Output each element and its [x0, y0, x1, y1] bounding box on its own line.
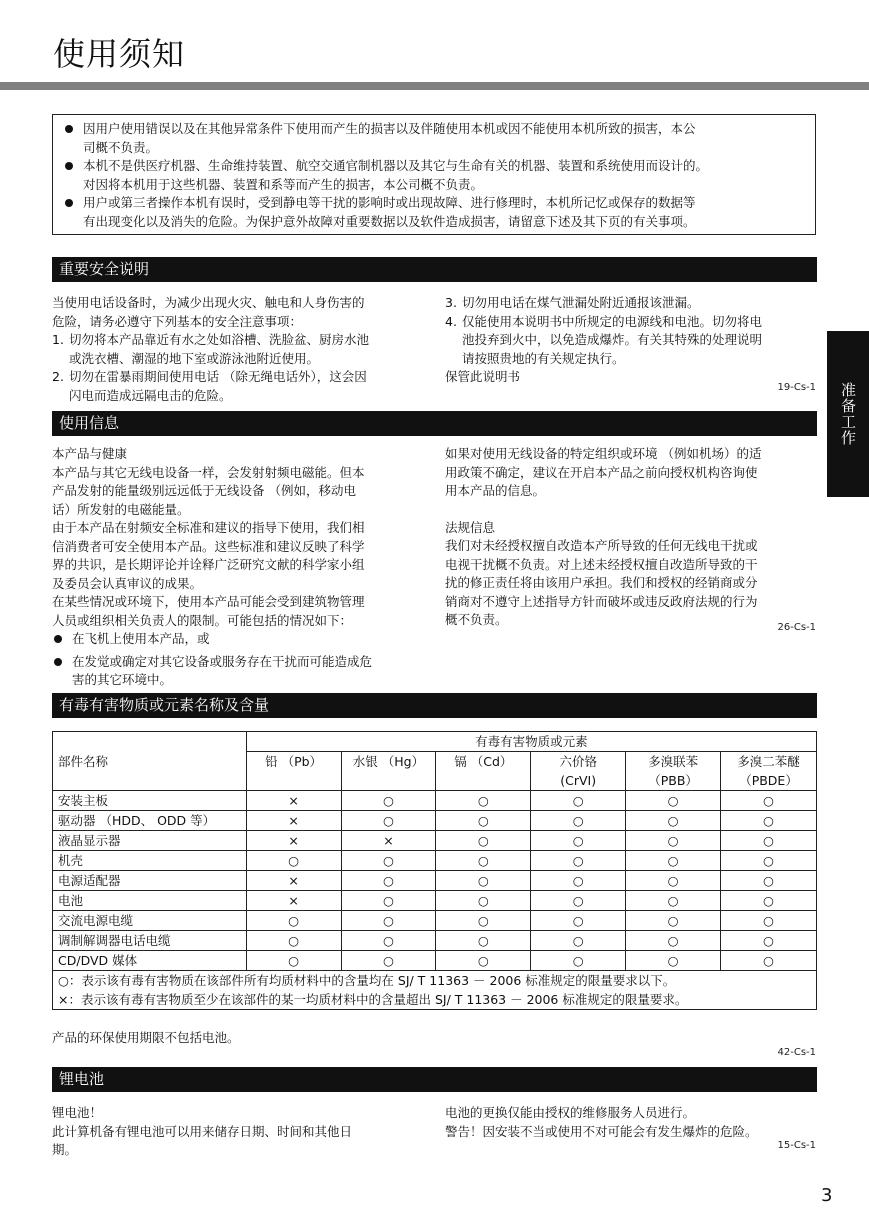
- part-name-cell: 安装主板: [53, 791, 247, 811]
- notice-box: [52, 114, 816, 235]
- page-number: 3: [821, 1185, 833, 1206]
- bullet-dot-icon: [65, 162, 73, 170]
- part-name-cell: 电池: [53, 891, 247, 911]
- substance-mark-cell: ○: [721, 951, 817, 971]
- table-row: [53, 811, 817, 831]
- substance-mark-cell: ×: [246, 791, 341, 811]
- page-title: 使用须知: [53, 35, 186, 73]
- substance-mark-cell: ○: [246, 911, 341, 931]
- substance-mark-cell: ○: [721, 871, 817, 891]
- substance-mark-cell: ○: [436, 931, 531, 951]
- substance-mark-cell: ○: [626, 891, 721, 911]
- column-header: 铅 （Pb）: [246, 752, 341, 791]
- part-name-cell: 电源适配器: [53, 871, 247, 891]
- safety-intro-line: 危险，请务必遵守下列基本的安全注意事项：: [52, 313, 303, 329]
- substance-mark-cell: ○: [341, 911, 436, 931]
- substance-mark-cell: ○: [436, 891, 531, 911]
- substance-mark-cell: ○: [436, 831, 531, 851]
- notice-line: 有出现变化以及消失的危险。为保护意外故障对重要数据以及软件造成损害，请留意下述及其下页的有关事项。: [83, 213, 696, 229]
- notice-item: [63, 157, 805, 194]
- table-row: [53, 931, 817, 951]
- safety-keep-note: 保管此说明书: [445, 369, 521, 384]
- safety-item: [52, 331, 424, 368]
- substance-mark-cell: ○: [531, 811, 626, 831]
- usage-bullet-line: 害的其它环境中。: [72, 672, 173, 687]
- usage-line: 信消费者可安全使用本产品。这些标准和建议反映了科学: [52, 538, 365, 554]
- item-number: 3.: [445, 295, 457, 310]
- usage-line: 本产品与健康: [52, 446, 128, 461]
- substance-mark-cell: ○: [721, 831, 817, 851]
- substance-mark-cell: ○: [341, 891, 436, 911]
- usage-bullet: [52, 653, 424, 690]
- substance-mark-cell: ×: [246, 831, 341, 851]
- substance-mark-cell: ○: [626, 951, 721, 971]
- substance-group-header: 有毒有害物质或元素: [246, 732, 816, 752]
- table-row: [53, 951, 817, 971]
- safety-item-line: 切勿将本产品靠近有水之处如浴槽、洗脸盆、厨房水池: [69, 332, 370, 347]
- safety-item-line: 切勿用电话在煤气泄漏处附近通报该泄漏。: [462, 295, 700, 310]
- usage-line: 用本产品的信息。: [445, 483, 546, 498]
- usage-line: 如果对使用无线设备的特定组织或环境 （例如机场）的适: [445, 446, 762, 461]
- item-number: 1.: [52, 332, 64, 347]
- section-code: 15-Cs-1: [777, 1140, 816, 1151]
- substance-mark-cell: ○: [436, 871, 531, 891]
- substance-mark-cell: ×: [341, 831, 436, 851]
- item-number: 2.: [52, 369, 64, 384]
- title-rule: [0, 82, 869, 90]
- substance-mark-cell: ○: [436, 791, 531, 811]
- section-heading-lithium: 锂电池: [52, 1067, 817, 1092]
- table-row: [53, 911, 817, 931]
- lithium-line: 此计算机备有锂电池可以用来储存日期、时间和其他日: [52, 1123, 353, 1139]
- usage-line: 人员或组织相关负责人的限制。可能包括的情况如下：: [52, 612, 353, 628]
- substance-mark-cell: ○: [531, 871, 626, 891]
- lithium-line: 期。: [52, 1142, 78, 1157]
- legend-line: ×：表示该有毒有害物质至少在该部件的某一均质材料中的含量超出 SJ/ T 11363 － 2006 标准规定的限量要求。: [58, 992, 688, 1007]
- part-name-cell: 驱动器 （HDD、 ODD 等）: [53, 811, 247, 831]
- section-code: 26-Cs-1: [777, 622, 816, 633]
- substance-mark-cell: ○: [626, 851, 721, 871]
- substance-mark-cell: ○: [436, 911, 531, 931]
- safety-item-line: 闪电而造成远隔电击的危险。: [69, 387, 232, 403]
- safety-item: [52, 368, 424, 405]
- section-code: 42-Cs-1: [777, 1047, 816, 1058]
- substance-mark-cell: ○: [531, 791, 626, 811]
- substance-mark-cell: ○: [626, 911, 721, 931]
- safety-item-line: 请按照贵地的有关规定执行。: [462, 350, 625, 366]
- bullet-dot-icon: [65, 125, 73, 133]
- substance-mark-cell: ○: [721, 931, 817, 951]
- hazard-table-body: [53, 791, 817, 971]
- substance-mark-cell: ○: [721, 911, 817, 931]
- usage-line: 及委员会认真审议的成果。: [52, 575, 203, 591]
- table-row: [53, 891, 817, 911]
- substance-mark-cell: ○: [341, 851, 436, 871]
- substance-mark-cell: ○: [341, 791, 436, 811]
- legend-line: ○：表示该有毒有害物质在该部件所有均质材料中的含量均在 SJ/ T 11363 － 2006 标准规定的限量要求以下。: [58, 973, 676, 988]
- column-header: 水银 （Hg）: [341, 752, 436, 791]
- lithium-line: 警告！因安装不当或使用不对可能会有发生爆炸的危险。: [445, 1123, 758, 1139]
- side-tab-label: 准备工作: [839, 382, 857, 446]
- usage-line: 概不负责。: [445, 612, 508, 627]
- table-row: [53, 851, 817, 871]
- safety-item: [445, 294, 817, 313]
- safety-item-line: 仅能使用本说明书中所规定的电源线和电池。切勿将电: [462, 313, 763, 329]
- column-header: 多溴联苯 （PBB）: [626, 752, 721, 791]
- usage-line: 由于本产品在射频安全标准和建议的指导下使用，我们相: [52, 520, 365, 535]
- column-header: 六价铬 (CrVI): [531, 752, 626, 791]
- usage-line: 用政策不确定，建议在开启本产品之前向授权机构咨询使: [445, 464, 758, 480]
- hazard-table: [52, 731, 817, 1010]
- substance-mark-cell: ○: [341, 931, 436, 951]
- substance-mark-cell: ○: [436, 811, 531, 831]
- usage-line: 界的共识，是长期评论并诠释广泛研究文献的科学家小组: [52, 557, 365, 572]
- notice-line: 司概不负责。: [83, 139, 159, 155]
- safety-right-column: [445, 294, 817, 387]
- bullet-dot-icon: [54, 658, 62, 666]
- usage-line: 扰的修正责任将由该用户承担。我们和授权的经销商或分: [445, 575, 758, 590]
- section-code: 19-Cs-1: [777, 382, 816, 393]
- section-heading-hazard: 有毒有害物质或元素名称及含量: [52, 693, 817, 718]
- substance-mark-cell: ○: [341, 951, 436, 971]
- substance-mark-cell: ○: [246, 851, 341, 871]
- section-heading-usage: 使用信息: [52, 411, 817, 436]
- usage-bullet: [52, 630, 424, 649]
- usage-bullet-line: 在发觉或确定对其它设备或服务存在干扰而可能造成危: [72, 653, 373, 669]
- usage-right-column: [445, 445, 817, 630]
- part-name-cell: CD/DVD 媒体: [53, 951, 247, 971]
- substance-mark-cell: ○: [626, 931, 721, 951]
- usage-line: 本产品与其它无线电设备一样，会发射射频电磁能。但本: [52, 464, 365, 480]
- usage-line: 在某些情况或环境下，使用本产品可能会受到建筑物管理: [52, 594, 365, 609]
- table-row: [53, 871, 817, 891]
- safety-intro-line: 当使用电话设备时，为减少出现火灾、触电和人身伤害的: [52, 295, 365, 310]
- notice-line: 因用户使用错误以及在其他异常条件下使用而产生的损害以及伴随使用本机或因不能使用本机所致的损害，本公: [83, 121, 696, 136]
- safety-item: [445, 313, 817, 369]
- part-name-cell: 交流电源电缆: [53, 911, 247, 931]
- safety-item-line: 或洗衣槽、潮湿的地下室或游泳池附近使用。: [69, 350, 320, 366]
- notice-line: 对因将本机用于这些机器、装置和系等而产生的损害，本公司概不负责。: [83, 176, 484, 192]
- substance-mark-cell: ○: [626, 871, 721, 891]
- lithium-line: 锂电池！: [52, 1105, 103, 1120]
- usage-line: 我们对未经授权擅自改造本产所导致的任何无线电干扰或: [445, 538, 758, 553]
- substance-mark-cell: ×: [246, 871, 341, 891]
- usage-line: 销商对不遵守上述指导方针而破坏或违反政府法规的行为: [445, 593, 758, 609]
- substance-mark-cell: ×: [246, 891, 341, 911]
- part-name-cell: 调制解调器电话电缆: [53, 931, 247, 951]
- usage-bullet-line: 在飞机上使用本产品，或: [72, 631, 210, 646]
- column-header: 镉 （Cd）: [436, 752, 531, 791]
- lithium-right-column: [445, 1104, 817, 1141]
- substance-mark-cell: ○: [531, 891, 626, 911]
- section-heading-safety: 重要安全说明: [52, 257, 817, 282]
- substance-mark-cell: ○: [531, 851, 626, 871]
- substance-mark-cell: ○: [341, 811, 436, 831]
- usage-line: 话）所发射的电磁能量。: [52, 501, 190, 517]
- column-header: 多溴二苯醚 （PBDE）: [721, 752, 817, 791]
- substance-mark-cell: ○: [531, 951, 626, 971]
- substance-mark-cell: ○: [626, 811, 721, 831]
- substance-mark-cell: ○: [341, 871, 436, 891]
- usage-line: 电视干扰概不负责。对上述未经授权擅自改造所导致的干: [445, 556, 758, 572]
- substance-mark-cell: ○: [531, 831, 626, 851]
- substance-mark-cell: ○: [246, 931, 341, 951]
- notice-item: [63, 194, 805, 231]
- substance-mark-cell: ○: [436, 951, 531, 971]
- legend-cell: [53, 971, 817, 1010]
- substance-mark-cell: ○: [721, 891, 817, 911]
- substance-mark-cell: ○: [721, 811, 817, 831]
- lithium-line: 电池的更换仅能由授权的维修服务人员进行。: [445, 1105, 696, 1120]
- table-header-row: [53, 732, 817, 752]
- part-name-cell: 液晶显示器: [53, 831, 247, 851]
- usage-left-column: [52, 445, 424, 690]
- regulation-title: 法规信息: [445, 519, 496, 535]
- substance-mark-cell: ○: [246, 951, 341, 971]
- side-tab-preparation: [827, 331, 869, 497]
- notice-line: 本机不是供医疗机器、生命维持装置、航空交通官制机器以及其它与生命有关的机器、装置和系统使用而设计的。: [83, 158, 709, 173]
- hazard-note: 产品的环保使用期限不包括电池。: [52, 1030, 240, 1045]
- substance-mark-cell: ○: [436, 851, 531, 871]
- substance-mark-cell: ○: [626, 831, 721, 851]
- bullet-dot-icon: [54, 635, 62, 643]
- substance-mark-cell: ○: [721, 791, 817, 811]
- usage-line: 产品发射的能量级别远远低于无线设备 （例如，移动电: [52, 483, 356, 498]
- lithium-left-column: [52, 1104, 424, 1160]
- table-row: [53, 791, 817, 811]
- safety-item-line: 切勿在雷暴雨期间使用电话 （除无绳电话外），这会因: [69, 369, 367, 384]
- item-number: 4.: [445, 313, 457, 329]
- notice-item: [63, 120, 805, 157]
- safety-left-column: [52, 294, 424, 405]
- safety-item-line: 池投弃到火中，以免造成爆炸。有关其特殊的处理说明: [462, 332, 763, 347]
- legend-row: [53, 971, 817, 1010]
- substance-mark-cell: ×: [246, 811, 341, 831]
- substance-mark-cell: ○: [531, 931, 626, 951]
- substance-mark-cell: ○: [531, 911, 626, 931]
- substance-mark-cell: ○: [721, 851, 817, 871]
- notice-line: 用户或第三者操作本机有误时，受到静电等干扰的影响时或出现故障、进行修理时，本机所记忆或保存的数据等: [83, 195, 696, 210]
- bullet-dot-icon: [65, 199, 73, 207]
- table-row: [53, 831, 817, 851]
- part-name-header: 部件名称: [53, 732, 247, 791]
- notice-list: [63, 120, 805, 231]
- substance-mark-cell: ○: [626, 791, 721, 811]
- part-name-cell: 机壳: [53, 851, 247, 871]
